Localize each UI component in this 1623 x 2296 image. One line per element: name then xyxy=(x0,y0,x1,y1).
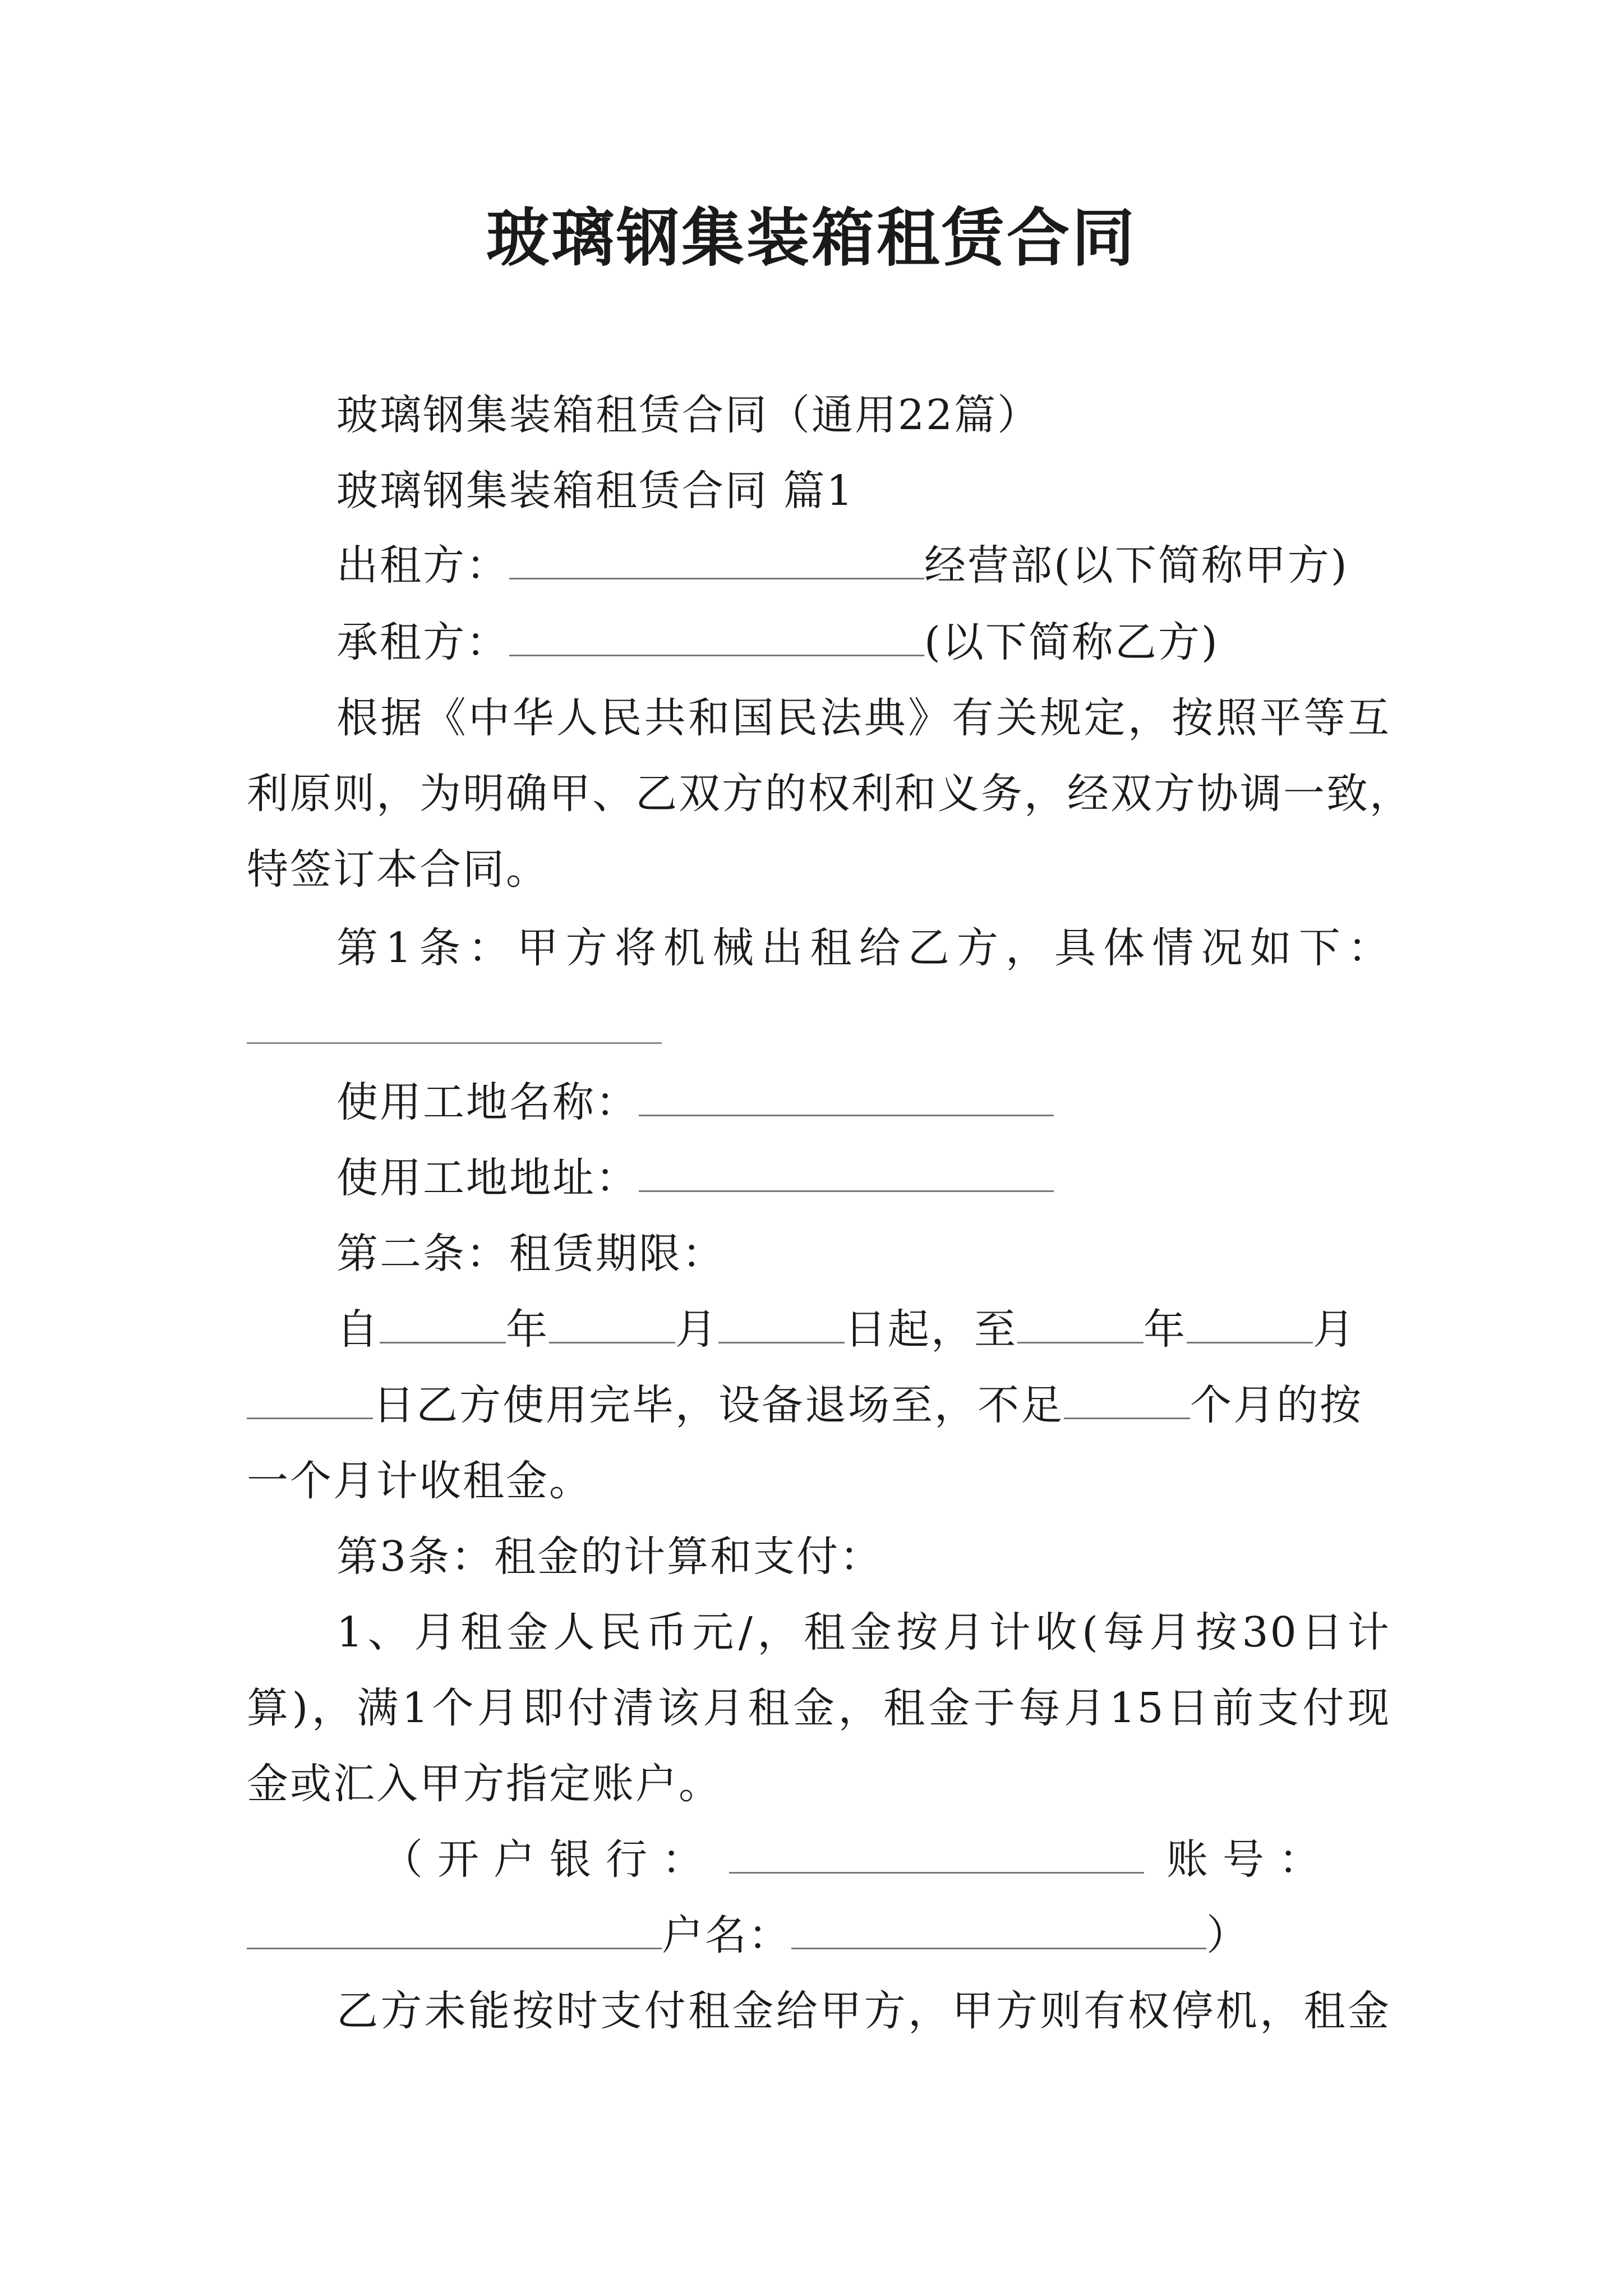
term-month-label: 月 xyxy=(675,1305,718,1354)
term-year-label-2: 年 xyxy=(1144,1305,1187,1354)
term-line-2a: 日乙方使用完毕，设备退场至，不足 xyxy=(373,1381,1064,1429)
lessor-suffix: 经营部(以下简称甲方) xyxy=(924,541,1349,590)
late-payment-line: 乙方未能按时支付租金给甲方，甲方则有权停机，租金 xyxy=(336,1987,1391,2035)
intro-line-3: 特签订本合同。 xyxy=(247,845,549,894)
site-name-label: 使用工地名称： xyxy=(336,1078,639,1126)
end-day-blank xyxy=(247,1384,373,1419)
term-line-2 xyxy=(247,1377,1391,1433)
account-name-line xyxy=(247,1907,1391,1963)
payment-line-3: 金或汇入甲方指定账户。 xyxy=(247,1760,722,1808)
bank-label: （开户银行： xyxy=(381,1835,718,1884)
start-day-blank xyxy=(718,1308,845,1343)
site-address-blank xyxy=(639,1157,1054,1192)
start-month-blank xyxy=(549,1308,675,1343)
site-name-blank xyxy=(639,1081,1054,1116)
article-2: 第二条：租赁期限： xyxy=(336,1230,725,1278)
term-line-2b: 个月的按 xyxy=(1190,1381,1363,1429)
end-month-blank xyxy=(1187,1308,1313,1343)
account-name-label: 户名： xyxy=(662,1911,791,1959)
account-blank xyxy=(247,1914,662,1949)
term-year-label: 年 xyxy=(506,1305,549,1354)
lessee-label: 承租方： xyxy=(336,618,509,666)
lessor-line xyxy=(336,537,1391,593)
site-name-line xyxy=(336,1074,1391,1130)
payment-line-2: 算)，满1个月即付清该月租金，租金于每月15日前支付现 xyxy=(247,1684,1391,1732)
lessor-blank xyxy=(509,544,924,579)
payment-line-1: 1、月租金人民币元/，租金按月计收(每月按30日计 xyxy=(336,1608,1391,1657)
site-address-label: 使用工地地址： xyxy=(336,1154,639,1202)
article-1-blank xyxy=(247,1042,662,1044)
term-from: 自 xyxy=(336,1305,380,1354)
lessor-label: 出租方： xyxy=(336,541,509,590)
term-day-start: 日起，至 xyxy=(845,1305,1017,1354)
document-subtitle: 玻璃钢集装箱租赁合同（通用22篇） xyxy=(336,391,1041,439)
bank-blank xyxy=(729,1838,1144,1874)
end-year-blank xyxy=(1017,1308,1144,1343)
lessee-line xyxy=(336,614,1391,670)
start-year-blank xyxy=(380,1308,506,1343)
account-label: 账号： xyxy=(1166,1835,1335,1884)
article-3: 第3条：租金的计算和支付： xyxy=(336,1533,883,1581)
document-title: 玻璃钢集装箱租赁合同 xyxy=(486,201,1137,275)
account-name-blank xyxy=(791,1914,1206,1949)
term-line-1 xyxy=(336,1301,1391,1358)
term-month-label-2: 月 xyxy=(1313,1305,1356,1354)
lessee-blank xyxy=(509,621,924,656)
bank-close: ） xyxy=(1206,1911,1249,1959)
intro-line-1: 根据《中华人民共和国民法典》有关规定，按照平等互 xyxy=(336,694,1391,742)
section-heading: 玻璃钢集装箱租赁合同 篇1 xyxy=(336,467,855,515)
month-count-blank xyxy=(1064,1384,1190,1419)
term-line-3: 一个月计收租金。 xyxy=(247,1457,592,1505)
lessee-suffix: (以下简称乙方) xyxy=(924,618,1219,666)
article-1: 第1条：甲方将机械出租给乙方，具体情况如下： xyxy=(336,924,1391,972)
site-address-line xyxy=(336,1150,1391,1206)
intro-line-2: 利原则，为明确甲、乙双方的权利和义务，经双方协调一致， xyxy=(247,770,1413,818)
bank-line xyxy=(381,1832,1391,1888)
